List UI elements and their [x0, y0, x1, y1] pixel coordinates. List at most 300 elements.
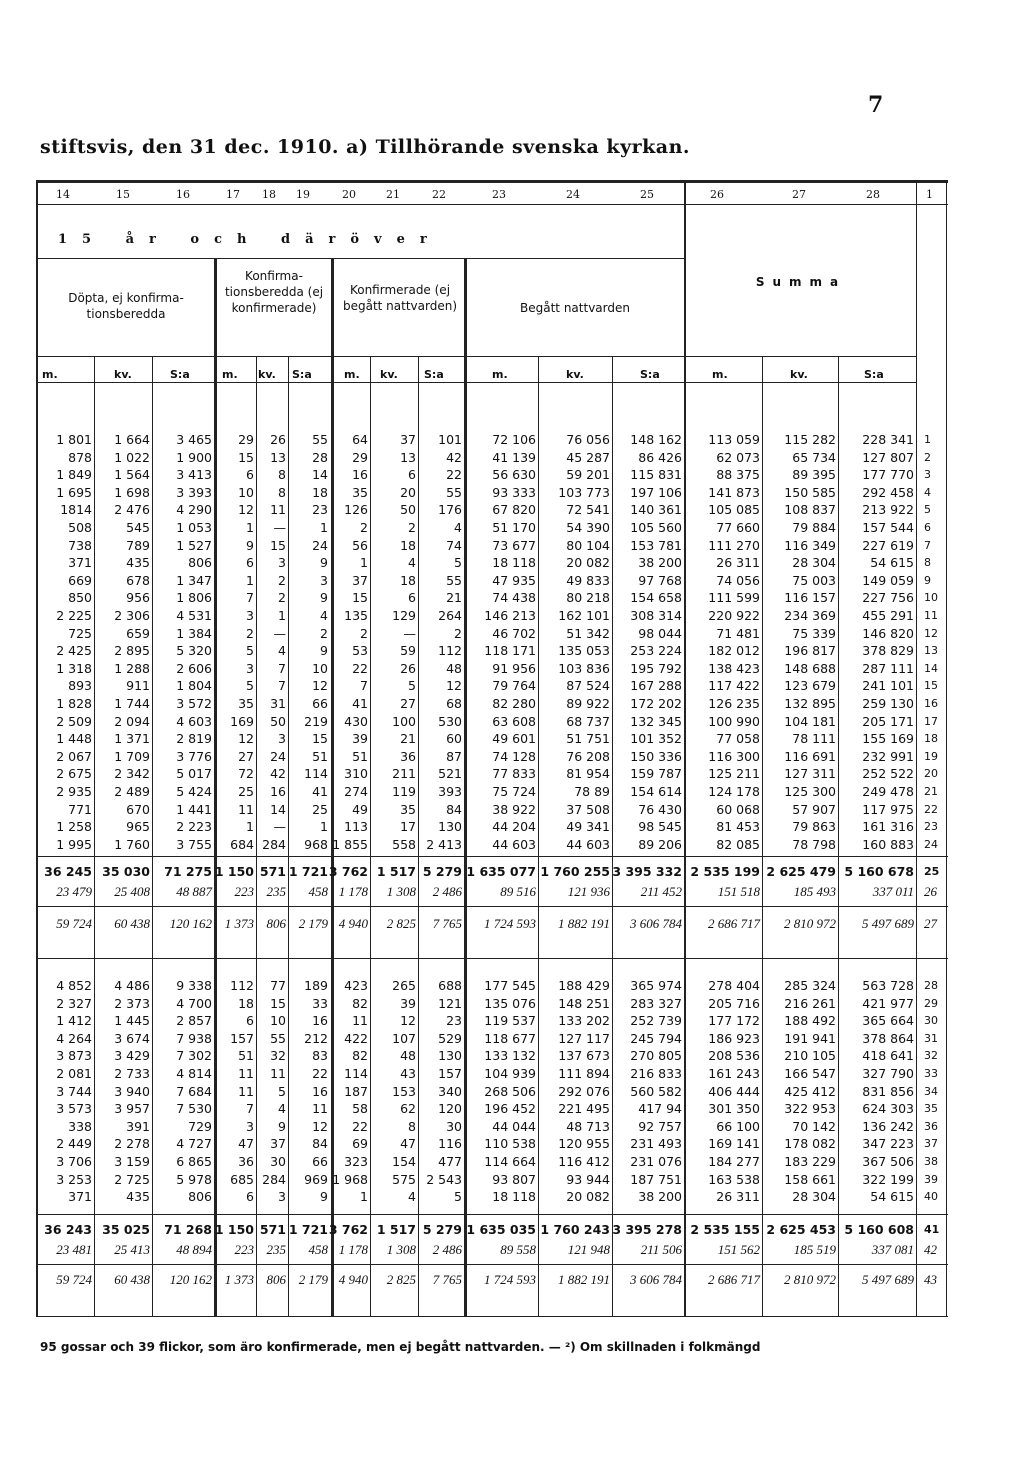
table-cell: 684 [230, 836, 254, 852]
table-cell: — [273, 625, 286, 641]
row-number: 40 [924, 1190, 938, 1204]
table-cell: 77 [270, 978, 286, 993]
table-cell: 1 347 [176, 572, 212, 588]
table-cell: 53 [352, 643, 368, 659]
table-cell: 117 422 [708, 678, 760, 694]
table-row [0, 606, 1024, 625]
table-cell: 301 350 [708, 1101, 760, 1117]
table-row [0, 676, 1024, 695]
table-cell: 235 [266, 884, 286, 899]
table-cell: 121 [438, 995, 462, 1011]
table-row [0, 1134, 1024, 1153]
table-cell: 18 118 [492, 555, 536, 571]
table-cell: 678 [126, 572, 150, 588]
table-cell: 624 303 [862, 1101, 914, 1117]
rule-groups [36, 356, 916, 357]
table-cell: 4 [454, 520, 462, 535]
column-subheader: m. [344, 368, 360, 381]
table-row [0, 976, 1024, 995]
table-cell: 49 [352, 801, 368, 817]
table-cell: 150 336 [630, 748, 682, 764]
table-cell: 159 787 [630, 766, 682, 782]
table-cell: 3 395 332 [612, 864, 682, 879]
column-subheader: m. [222, 368, 238, 381]
table-cell: 68 737 [566, 713, 610, 729]
table-cell: 1 635 035 [466, 1222, 536, 1237]
table-cell: 11 [270, 1066, 286, 1081]
table-row [0, 862, 1024, 881]
table-cell: 3 706 [56, 1154, 92, 1169]
table-cell: 219 [304, 713, 328, 729]
table-cell: 151 562 [717, 1242, 760, 1257]
table-cell: 245 794 [630, 1030, 682, 1046]
table-cell: 9 [320, 590, 328, 606]
table-cell: 48 894 [176, 1242, 212, 1257]
table-cell: 9 [246, 537, 254, 553]
table-cell: 89 922 [566, 696, 610, 711]
table-cell: 283 327 [630, 995, 682, 1011]
table-cell: 806 [188, 555, 212, 571]
table-cell: 5 497 689 [862, 916, 914, 931]
table-cell: 1 441 [176, 801, 212, 817]
table-cell: 119 537 [484, 1013, 536, 1029]
column-number: 18 [262, 188, 276, 201]
table-cell: 223 [234, 884, 254, 899]
table-cell: 25 [312, 801, 328, 817]
table-cell: 8 [278, 484, 286, 500]
table-cell: 188 429 [558, 978, 610, 993]
group-header-konfirmerade: Konfirmerade (ej begått nattvarden) [342, 283, 458, 313]
table-cell: 146 820 [862, 625, 914, 641]
table-cell: 2 825 [386, 916, 416, 931]
table-cell: 108 837 [784, 502, 836, 518]
row-number: 33 [924, 1067, 938, 1080]
table-cell: 66 100 [716, 1118, 760, 1134]
table-cell: 738 [68, 537, 92, 553]
table-cell: 1 804 [176, 678, 212, 694]
table-cell: 104 939 [484, 1066, 536, 1081]
table-cell: 367 506 [862, 1154, 914, 1169]
table-cell: 965 [126, 819, 150, 835]
table-row [0, 800, 1024, 819]
table-cell: 12 [238, 502, 254, 518]
table-cell: 196 817 [784, 643, 836, 659]
table-cell: 337 011 [872, 884, 914, 899]
table-cell: 62 [400, 1101, 416, 1117]
table-cell: 116 157 [784, 590, 836, 606]
table-cell: 21 [400, 731, 416, 747]
table-cell: 5 [278, 1083, 286, 1099]
table-cell: 806 [188, 1189, 212, 1205]
table-cell: 74 128 [492, 748, 536, 764]
table-cell: 659 [126, 625, 150, 641]
table-cell: 16 [312, 1013, 328, 1029]
table-cell: 13 [270, 449, 286, 465]
table-cell: 11 [312, 1101, 328, 1117]
row-number: 6 [924, 521, 931, 534]
table-cell: 161 243 [708, 1066, 760, 1081]
table-cell: 1 [320, 520, 328, 535]
table-cell: 163 538 [708, 1171, 760, 1187]
table-cell: 82 085 [716, 836, 760, 852]
row-number: 34 [924, 1084, 938, 1098]
table-cell: 81 453 [716, 819, 760, 835]
table-cell: 7 [278, 678, 286, 694]
row-number: 25 [924, 865, 940, 878]
table-cell: 86 426 [638, 449, 682, 465]
table-cell: 205 171 [862, 713, 914, 729]
table-cell: 38 922 [492, 801, 536, 817]
table-row [0, 536, 1024, 555]
table-cell: 111 894 [558, 1066, 610, 1081]
table-cell: 133 132 [484, 1048, 536, 1064]
table-cell: 1 178 [338, 884, 368, 899]
group-header-konfirmationsberedda: Konfirmationsberedda (ej konfirmerade) [224, 269, 324, 315]
table-cell: 81 954 [566, 766, 610, 782]
table-cell: 1 373 [224, 1272, 254, 1287]
table-cell: 1 150 [214, 1222, 254, 1237]
row-number: 20 [924, 767, 938, 781]
table-cell: 76 208 [566, 748, 610, 764]
table-cell: 153 [392, 1083, 416, 1099]
table-cell: 2 825 [386, 1272, 416, 1287]
table-row [0, 483, 1024, 502]
row-number: 9 [924, 573, 931, 587]
table-cell: 60 068 [716, 801, 760, 817]
group-header-summa: Summa [755, 275, 847, 289]
table-cell: 47 935 [492, 572, 536, 588]
table-cell: 51 342 [566, 625, 610, 641]
row-number: 38 [924, 1155, 938, 1168]
row-number: 1 [924, 433, 931, 446]
column-subheader: m. [492, 368, 508, 381]
row-number: 19 [924, 749, 938, 763]
column-number: 1 [926, 188, 933, 201]
table-cell: 78 89 [574, 784, 610, 799]
table-cell: 7 [246, 1101, 254, 1117]
table-cell: 103 773 [558, 484, 610, 500]
table-cell: 5 [246, 643, 254, 659]
table-cell: 292 458 [862, 484, 914, 500]
table-cell: 89 206 [638, 836, 682, 852]
table-cell: 1 564 [114, 467, 150, 483]
table-cell: 423 [344, 978, 368, 993]
table-cell: 26 311 [716, 555, 760, 571]
table-cell: 4 727 [176, 1136, 212, 1152]
table-cell: 183 229 [784, 1154, 836, 1169]
table-cell: 1 412 [56, 1013, 92, 1029]
table-row [0, 518, 1024, 537]
table-cell: 47 [400, 1136, 416, 1152]
table-cell: 337 081 [871, 1242, 914, 1257]
table-cell: 41 139 [492, 449, 536, 465]
table-cell: 249 478 [862, 784, 914, 799]
table-cell: 252 739 [630, 1013, 682, 1029]
table-cell: 54 615 [870, 555, 914, 571]
table-cell: 18 [238, 995, 254, 1011]
table-cell: 234 369 [784, 608, 836, 623]
table-cell: 148 688 [784, 660, 836, 676]
table-cell: 167 288 [630, 678, 682, 694]
table-cell: 4 700 [176, 995, 212, 1011]
table-cell: 2 675 [56, 766, 92, 782]
table-row [0, 1170, 1024, 1189]
table-cell: 111 599 [708, 590, 760, 606]
table-cell: 23 [446, 1013, 462, 1029]
table-row [0, 835, 1024, 854]
column-number: 28 [866, 188, 880, 201]
table-row [0, 729, 1024, 748]
table-cell: 135 [344, 608, 368, 623]
table-cell: 18 [400, 537, 416, 553]
table-cell: 148 162 [630, 432, 682, 447]
table-cell: 2 179 [298, 916, 328, 931]
table-cell: 9 338 [176, 978, 212, 993]
table-cell: 121 948 [567, 1242, 610, 1257]
table-cell: 10 [238, 484, 254, 500]
table-cell: 59 201 [566, 467, 610, 483]
table-cell: 2 [278, 590, 286, 606]
table-cell: 12 [446, 678, 462, 694]
table-cell: 4 531 [176, 608, 212, 623]
table-cell: 1 371 [114, 731, 150, 747]
table-cell: 26 [400, 660, 416, 676]
table-cell: 126 235 [708, 696, 760, 711]
table-cell: 5 [408, 678, 416, 694]
table-row [0, 694, 1024, 713]
table-cell: 789 [126, 537, 150, 553]
table-cell: 2 373 [114, 995, 150, 1011]
table-cell: 4 940 [338, 1272, 368, 1287]
table-cell: 11 [238, 1083, 254, 1099]
table-cell: 7 [246, 590, 254, 606]
table-cell: 435 [126, 555, 150, 571]
table-cell: 157 [438, 1066, 462, 1081]
table-cell: 729 [188, 1118, 212, 1134]
table-cell: 191 941 [784, 1030, 836, 1046]
table-cell: 3 573 [56, 1101, 92, 1117]
table-cell: 103 836 [558, 660, 610, 676]
table-cell: 23 481 [56, 1242, 92, 1257]
table-cell: 265 [392, 978, 416, 993]
table-cell: 9 [320, 1189, 328, 1205]
table-cell: 5 [246, 678, 254, 694]
table-cell: 2 686 717 [708, 916, 760, 931]
table-cell: 114 [344, 1066, 368, 1081]
table-cell: 545 [126, 520, 150, 535]
table-cell: 2 425 [56, 643, 92, 659]
row-number: 21 [924, 785, 938, 798]
table-cell: 1 724 593 [484, 916, 536, 931]
table-cell: 15 [238, 449, 254, 465]
table-cell: 78 111 [792, 731, 836, 747]
column-number: 21 [386, 188, 400, 201]
table-cell: 188 492 [784, 1013, 836, 1029]
table-cell: 6 [408, 590, 416, 606]
table-cell: 1 806 [176, 590, 212, 606]
table-cell: 195 792 [630, 660, 682, 676]
table-cell: 66 [312, 1154, 328, 1169]
table-row [0, 641, 1024, 660]
table-cell: 37 [352, 572, 368, 588]
table-cell: 113 059 [708, 432, 760, 447]
table-cell: 15 [270, 995, 286, 1011]
column-number: 22 [432, 188, 446, 201]
table-cell: 77 058 [716, 731, 760, 747]
table-row [0, 764, 1024, 783]
table-cell: 22 [352, 660, 368, 676]
table-cell: — [273, 520, 286, 535]
rule-colnums [36, 204, 948, 205]
table-cell: 211 506 [640, 1242, 682, 1257]
table-cell: 685 [230, 1171, 254, 1187]
table-cell: 458 [308, 884, 328, 899]
group-header-dopta: Döpta, ej konfirmationsberedda [68, 291, 184, 321]
table-cell: 115 282 [784, 432, 836, 447]
table-cell: 101 [438, 432, 462, 447]
table-cell: 77 660 [716, 520, 760, 535]
table-cell: 116 300 [708, 748, 760, 764]
table-cell: 75 003 [792, 572, 836, 588]
table-cell: 15 [352, 590, 368, 606]
table-cell: 3 413 [176, 467, 212, 483]
table-cell: 125 300 [784, 784, 836, 799]
table-cell: 112 [438, 643, 462, 659]
table-cell: 28 304 [792, 1189, 836, 1205]
table-cell: 216 261 [784, 995, 836, 1011]
table-cell: 3 393 [176, 484, 212, 500]
table-cell: 1 900 [176, 449, 212, 465]
table-cell: 6 [246, 467, 254, 483]
table-cell: 227 619 [862, 537, 914, 553]
row-number: 35 [924, 1102, 938, 1116]
table-row [0, 1011, 1024, 1030]
table-cell: 29 [352, 449, 368, 465]
table-cell: 23 [312, 502, 328, 518]
row-number: 22 [924, 802, 938, 816]
table-cell: 58 [352, 1101, 368, 1117]
table-cell: 3 744 [56, 1083, 92, 1099]
table-cell: 2 [278, 572, 286, 588]
table-cell: 560 582 [630, 1083, 682, 1099]
table-cell: 8 [278, 467, 286, 483]
table-cell: 2 486 [432, 884, 462, 899]
table-cell: 6 865 [176, 1154, 212, 1169]
table-cell: 100 990 [708, 713, 760, 729]
column-number: 19 [296, 188, 310, 201]
table-cell: 20 [400, 484, 416, 500]
table-cell: 36 245 [44, 864, 92, 879]
table-cell: 38 200 [638, 1189, 682, 1205]
table-cell: 80 104 [566, 537, 610, 553]
table-cell: 2 179 [298, 1272, 328, 1287]
table-cell: 210 105 [784, 1048, 836, 1064]
column-subheader: kv. [114, 368, 132, 381]
table-cell: 3 755 [176, 836, 212, 852]
row-number: 16 [924, 697, 938, 710]
column-number: 20 [342, 188, 356, 201]
table-cell: 185 519 [793, 1242, 836, 1257]
table-cell: 60 [446, 731, 462, 747]
row-number: 17 [924, 714, 938, 728]
table-cell: 1 053 [176, 520, 212, 535]
table-cell: 7 [278, 660, 286, 676]
table-cell: 11 [270, 502, 286, 518]
table-cell: 1 178 [338, 1242, 368, 1257]
table-cell: 123 679 [784, 678, 836, 694]
table-cell: 7 684 [176, 1083, 212, 1099]
table-cell: 80 218 [566, 590, 610, 606]
table-cell: 2 819 [176, 731, 212, 747]
table-cell: 104 181 [784, 713, 836, 729]
row-number: 36 [924, 1119, 938, 1133]
table-cell: 968 [304, 836, 328, 852]
column-number: 15 [116, 188, 130, 201]
table-cell: 956 [126, 590, 150, 606]
table-cell: 59 [400, 643, 416, 659]
table-cell: 25 413 [114, 1242, 150, 1257]
table-cell: 2 449 [56, 1136, 92, 1152]
table-cell: 84 [312, 1136, 328, 1152]
table-cell: 118 677 [484, 1030, 536, 1046]
table-cell: 89 395 [792, 467, 836, 483]
table-cell: 105 085 [708, 502, 760, 518]
table-cell: 322 199 [862, 1171, 914, 1187]
table-cell: 37 508 [566, 801, 610, 817]
table-cell: 124 178 [708, 784, 760, 799]
table-cell: 3 957 [114, 1101, 150, 1117]
table-cell: 55 [312, 432, 328, 447]
column-subheader: S:a [424, 368, 444, 381]
table-cell: 51 170 [492, 520, 536, 535]
column-subheader: kv. [258, 368, 276, 381]
row-number: 37 [924, 1137, 938, 1151]
table-cell: 154 658 [630, 590, 682, 606]
table-cell: 3 572 [176, 696, 212, 711]
table-cell: 1 [246, 819, 254, 835]
table-cell: 5 279 [422, 864, 462, 879]
table-cell: 51 751 [566, 731, 610, 747]
table-cell: 2 [320, 625, 328, 641]
table-cell: 100 [392, 713, 416, 729]
column-subheader: m. [712, 368, 728, 381]
table-cell: 187 751 [630, 1171, 682, 1187]
table-cell: 110 538 [484, 1136, 536, 1152]
table-cell: 129 [392, 608, 416, 623]
table-cell: 7 938 [176, 1030, 212, 1046]
table-cell: 1 709 [114, 748, 150, 764]
row-number: 42 [924, 1242, 937, 1257]
row-number: 26 [924, 884, 937, 899]
table-cell: 216 833 [630, 1066, 682, 1081]
table-cell: 51 [352, 748, 368, 764]
table-cell: 189 [304, 978, 328, 993]
table-cell: 1 849 [56, 467, 92, 483]
table-cell: 89 516 [500, 884, 536, 899]
column-subheader: S:a [170, 368, 190, 381]
table-cell: 63 608 [492, 713, 536, 729]
table-cell: 2 810 972 [784, 916, 836, 931]
table-cell: 72 541 [566, 502, 610, 518]
table-cell: 12 [238, 731, 254, 747]
rule-total-a [36, 856, 948, 857]
row-number: 18 [924, 732, 938, 746]
column-subheader: kv. [380, 368, 398, 381]
table-cell: 12 [400, 1013, 416, 1029]
table-cell: 56 [352, 537, 368, 553]
rule-block-b [36, 958, 948, 959]
table-cell: 130 [438, 819, 462, 835]
